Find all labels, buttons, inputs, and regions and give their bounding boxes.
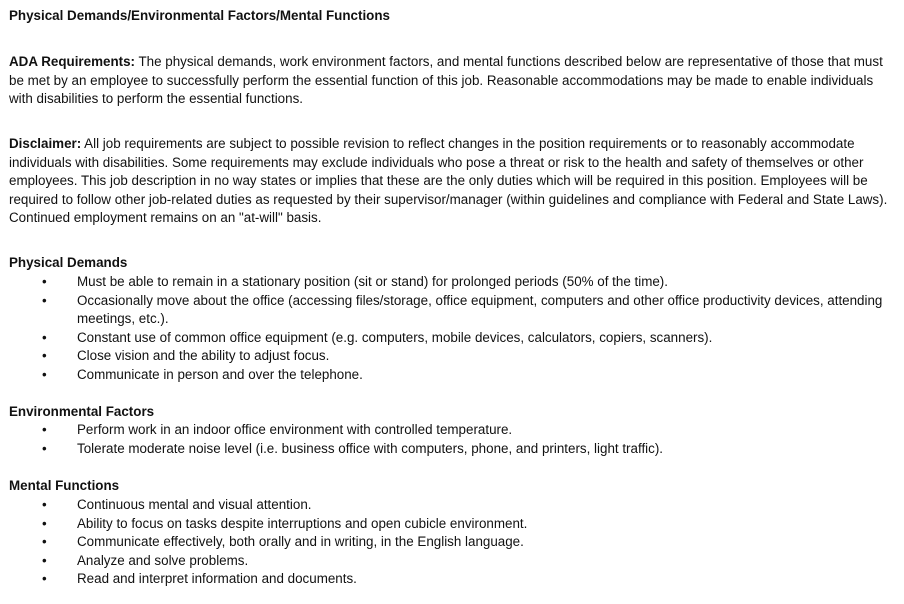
- list-item: • Communicate effectively, both orally and in writing, in the English language.: [0, 533, 896, 552]
- bullet-icon: •: [42, 552, 47, 568]
- bullet-icon: •: [42, 348, 47, 364]
- ada-requirements-paragraph: [9, 53, 896, 109]
- list-item: • Occasionally move about the office (accessing files/storage, office equipment, computers and other office productivity devices, attending meetings, etc.).: [42, 292, 883, 327]
- mental-functions-list: [0, 496, 896, 589]
- list-item: • Communicate in person and over the telephone.: [0, 366, 896, 385]
- disclaimer-text: All job requirements are subject to possible revision to reflect changes in the position requirements or to reasonably accommodate individuals with disabilities. Some requirements may exclude individuals who pose a threat or risk to the health and safety of themselves or other employees. This job description in no way states or implies that these are the only duties which will be required in this position. Employees will be required to follow other job-related duties as requested by their supervisor/manager (within guidelines and compliance with Federal and State Laws). Continued employment remains on an "at-will" basis.: [9, 136, 888, 226]
- bullet-icon: •: [42, 366, 47, 382]
- list-item: • Analyze and solve problems.: [0, 552, 896, 571]
- environmental-factors-list: [0, 421, 896, 458]
- list-item: • Continuous mental and visual attention.: [0, 496, 896, 515]
- bullet-icon: •: [42, 274, 47, 289]
- list-item: • Constant use of common office equipment (e.g. computers, mobile devices, calculators, copiers, scanners).: [0, 329, 896, 348]
- bullet-icon: •: [42, 497, 47, 512]
- bullet-icon: •: [42, 422, 47, 437]
- bullet-icon: •: [42, 534, 47, 550]
- list-item: • Must be able to remain in a stationary position (sit or stand) for prolonged periods (50% of the time).: [0, 273, 896, 292]
- bullet-icon: •: [42, 571, 47, 587]
- list-item: • Perform work in an indoor office environment with controlled temperature.: [0, 421, 896, 440]
- ada-requirements-text: The physical demands, work environment factors, and mental functions described below are representative of those that must be met by an employee to successfully perform the essential function of this job. Reasonable accommodations may be made to enable individuals with disabilities to perform the essential functions.: [9, 54, 883, 107]
- bullet-icon: •: [42, 329, 47, 345]
- environmental-factors-heading: Environmental Factors: [9, 404, 155, 419]
- list-item: • Close vision and the ability to adjust focus.: [0, 347, 896, 366]
- bullet-icon: •: [42, 292, 47, 308]
- physical-demands-list: [0, 273, 896, 385]
- physical-demands-heading: Physical Demands: [9, 255, 128, 270]
- list-item: • Read and interpret information and documents.: [0, 570, 896, 589]
- disclaimer-label: Disclaimer:: [9, 136, 82, 151]
- document-title: Physical Demands/Environmental Factors/Mental Functions: [9, 8, 390, 23]
- mental-functions-heading: Mental Functions: [9, 478, 120, 493]
- ada-requirements-label: ADA Requirements:: [9, 54, 135, 69]
- bullet-icon: •: [42, 440, 47, 456]
- list-item: • Ability to focus on tasks despite interruptions and open cubicle environment.: [0, 515, 896, 534]
- list-item: • Tolerate moderate noise level (i.e. business office with computers, phone, and printers, light traffic).: [0, 440, 896, 459]
- disclaimer-paragraph: [9, 135, 896, 228]
- bullet-icon: •: [42, 515, 47, 531]
